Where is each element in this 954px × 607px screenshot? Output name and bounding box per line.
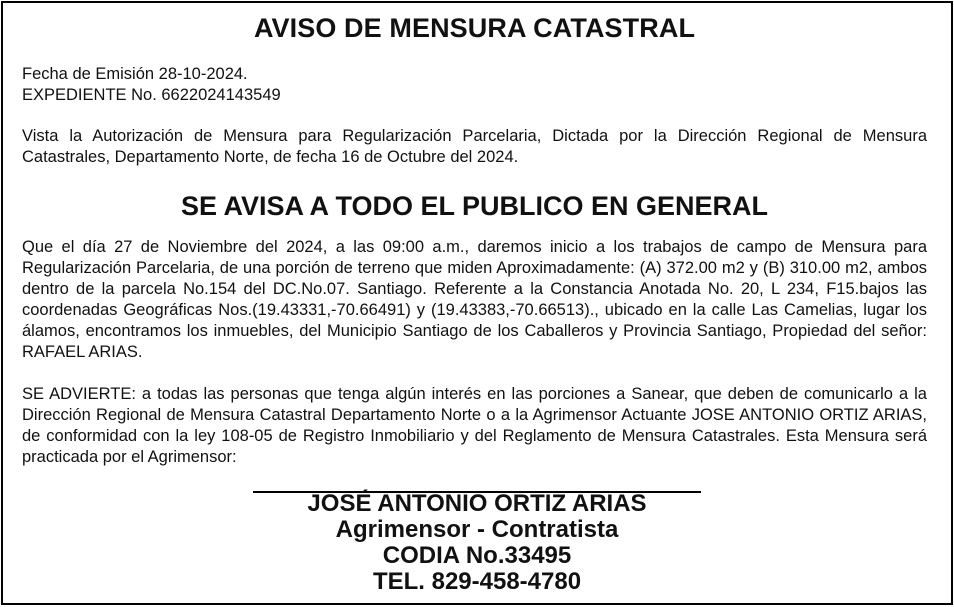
warning-paragraph: SE ADVIERTE: a todas las personas que tenga algún interés en las porciones a Sanear, que deben de comunicarlo a la Dirección Regional de Mensura Catastral Departamento Norte o a la Agrimensor Actuante JOSE ANTONIO ORTIZ ARIAS, de conformidad con la ley 108-05 de Registro Inmobiliario y del Reglamento de Mensura Catastrales. Esta Mensura será practicada por el Agrimensor:: [22, 385, 927, 466]
issue-date: Fecha de Emisión 28-10-2024.: [22, 65, 248, 83]
phone-number: TEL. 829-458-4780: [372, 568, 582, 595]
surveyor-name: JOSÉ ANTONIO ORTIZ ARIAS: [307, 490, 647, 517]
signature-block: [3, 469, 951, 595]
file-number: EXPEDIENTE No. 6622024143549: [22, 86, 281, 104]
notice-box: [1, 1, 953, 605]
surveyor-credentials: [3, 491, 951, 595]
authorization-paragraph: Vista la Autorización de Mensura para Regularización Parcelaria, Dictada por la Dirección Regional de Mensura Catastrales, Departamento Norte, de fecha 16 de Octubre del 2024.: [22, 127, 927, 166]
surveyor-role: Agrimensor - Contratista: [335, 516, 619, 543]
public-notice-heading: SE AVISA A TODO EL PUBLICO EN GENERAL: [180, 191, 769, 221]
notice-title: AVISO DE MENSURA CATASTRAL: [253, 13, 696, 43]
codia-number: CODIA No.33495: [382, 542, 572, 569]
survey-details-paragraph: Que el día 27 de Noviembre del 2024, a las 09:00 a.m., daremos inicio a los trabajos de campo de Mensura para Regularización Parcelaria, de una porción de terreno que miden Aproximadamente: (A) 372.00 m2 y (B) 310.00 m2, ambos dentro de la parcela No.154 del DC.No.07. Santiago. Referente a la Constancia Anotada No. 20, L 234, F15.bajos las coordenadas Geográficas Nos.(19.43331,-70.66491) y (19.43383,-70.66513)., ubicado en la calle Las Camelias, lugar los álamos, encontramos los inmuebles, del Municipio Santiago de los Caballeros y Provincia Santiago, Propiedad del señor: RAFAEL ARIAS.: [22, 238, 927, 361]
notice-metadata: [22, 64, 927, 106]
